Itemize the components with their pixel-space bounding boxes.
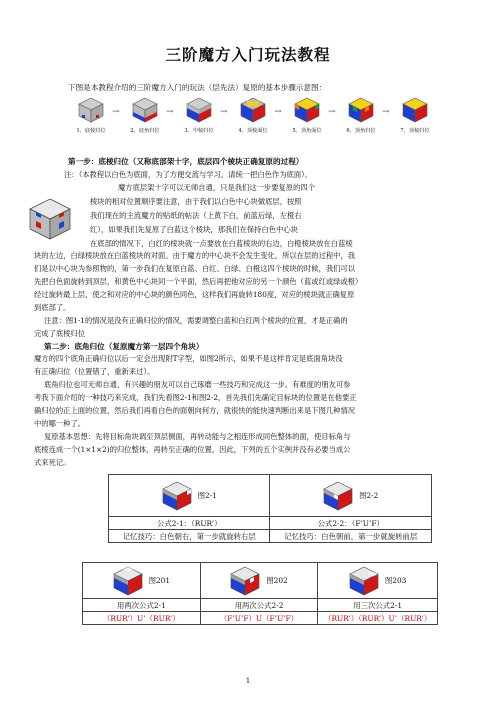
usage-cell: 用三次公式2-1 <box>318 599 438 612</box>
step-label: 5、顶角面位 <box>292 128 322 134</box>
section1-line: 红），如果我们先复原了白蓝这个棱块，那我们在保持白色中心块 <box>90 225 298 234</box>
step-4 <box>230 96 276 134</box>
step-label: 1、底棱归位 <box>76 128 106 134</box>
step-label: 4、顶棱面位 <box>238 128 268 134</box>
step-7 <box>392 96 438 134</box>
cube-step-3-icon <box>185 96 213 124</box>
step-3 <box>176 96 222 134</box>
section1-note2: 注意：图1-1的情况是没有正确归位的情况，需要调整白蓝和白红两个棱块的位置，才是正确的 <box>44 316 348 325</box>
step-label: 6、顶角归位 <box>346 128 376 134</box>
section2-text: 考我下面介绍的一种技巧来完成，我们先看图2-1和图2-2，首先我们先确定目标块的位置是在他要正 <box>34 393 357 402</box>
arrow-icon: → <box>166 107 174 117</box>
formula-cell: 公式2-1：（RUR’） <box>109 517 270 530</box>
section2-text: 中的哪一种了。 <box>34 419 86 428</box>
section1-line: 魔方底层架十字可以无师自通，只是我们这一步要复原的四个 <box>118 183 316 192</box>
section2-text: 复原基本思想：先将目标角块调至顶层侧面，再转动能与之相连形成同色整体的面，使目标角与 <box>44 432 351 441</box>
section1-note: 注：（本教程以白色为底面，为了方便交流与学习，请统一把白色作为底面）。 <box>64 170 313 179</box>
usage-cell: 用两次公式2-1 <box>83 599 201 612</box>
cube-figure-1-1-icon <box>28 197 72 241</box>
cube-step-1-icon <box>77 96 105 124</box>
section1-line: 经过旋转最上层，使之和对应的中心块的颜色同色，这样我们再旋转180度，对应的棱块就正确复原 <box>34 290 355 299</box>
figure-caption: 图203 <box>384 576 407 585</box>
figure-cell <box>270 475 432 517</box>
figure-cell <box>200 563 318 599</box>
tip-cell: 记忆技巧：白色朝右，第一步就旋转右层 <box>109 530 270 543</box>
cube-step-4-icon <box>239 96 267 124</box>
steps-diagram <box>68 96 438 142</box>
cube-step-5-icon <box>293 96 321 124</box>
tip-cell: 记忆技巧：白色朝前，第一步就旋转前层 <box>270 530 432 543</box>
step-6 <box>338 96 384 134</box>
section1-line: 们是以中心块为参照物的，第一步我们在复原白蓝、白红、白绿、白橙这四个棱块的时候，我们可以 <box>34 264 356 273</box>
arrow-icon: → <box>274 107 282 117</box>
figure-caption: 图2-1 <box>197 491 217 500</box>
sequence-cell: （RUR’）U’（RUR’） <box>83 612 201 625</box>
section1-line: 到底部了。 <box>34 303 71 312</box>
section1-line: 先把白色面旋转到顶层，和黄色中心块同一个平面，然后再把他对应的另一个颜色（蓝或红或绿或橙） <box>34 277 363 286</box>
figure-caption: 图2-2 <box>359 491 379 500</box>
arrow-icon: → <box>112 107 120 117</box>
figure-cell <box>318 563 438 599</box>
step-5 <box>284 96 330 134</box>
cube-step-2-icon <box>131 96 159 124</box>
cube-figure-2-1-icon <box>162 481 192 511</box>
section1-heading: 第一步：底棱归位（又称底部架十字，底层四个棱块正确复原的过程） <box>68 157 304 166</box>
section2-text: 底棱连成一个(1×1×2)的归位整体，再转至正确的位置。因此，下列的五个实例并没有必要当成公 <box>34 445 351 454</box>
cube-figure-2-2-icon <box>323 481 353 511</box>
cube-step-7-icon <box>401 96 429 124</box>
section1-line: 棱块的相对位置顺序要注意，由于我们以白色中心块做底层，按照 <box>90 197 302 206</box>
step-label: 7、顶棱归位 <box>400 128 430 134</box>
figure-cell <box>83 563 201 599</box>
page-title: 三阶魔方入门玩法教程 <box>165 45 331 64</box>
section2-text: 确归位的正上面的位置，然后我们再看白色的面朝向何方，就很快的能快速判断出来是下图几种情况 <box>34 406 356 415</box>
section1-line: 我们现在的主流魔方的贴纸的帖法（上黄下白，前蓝后绿，左橙右 <box>90 211 302 220</box>
arrow-icon: → <box>328 107 336 117</box>
step-2 <box>122 96 168 134</box>
arrow-icon: → <box>220 107 228 117</box>
section2-text: 底角归位也可无师自通，有兴趣的朋友可以自己琢磨一些技巧和完成这一步。有难度的朋友可参 <box>44 380 351 389</box>
arrow-icon: → <box>382 107 390 117</box>
step-label: 2、底角归位 <box>130 128 160 134</box>
usage-cell: 用两次公式2-2 <box>200 599 318 612</box>
sequence-cell: （RUR’）（RUR’）U’（RUR’） <box>318 612 438 625</box>
figure-caption: 图202 <box>266 576 288 585</box>
cube-figure-203-icon <box>349 566 379 596</box>
section1-note2: 完成了底棱归位 <box>34 329 86 338</box>
step-1 <box>68 96 114 134</box>
formula-table-2 <box>82 562 438 625</box>
section2-text: 有正确归位（位置错了，重新来过）。 <box>34 367 155 376</box>
cube-step-6-icon <box>347 96 375 124</box>
intro-text: 下图是本教程介绍的三阶魔方入门的玩法（层先法）复原的基本步骤示意图： <box>68 83 327 92</box>
figure-caption: 图201 <box>148 576 171 585</box>
cube-figure-202-icon <box>230 566 260 596</box>
section2-text: 魔方的四个底角正确归位以后一定会出现附T字型，如图2所示，如果不是这样肯定是底面角块没 <box>34 354 343 363</box>
step-label: 3、中棱归位 <box>184 128 214 134</box>
formula-cell: 公式2-2：（F’U’F） <box>270 517 432 530</box>
section2-text: 式来死记。 <box>34 458 71 467</box>
formula-table-1 <box>108 474 432 543</box>
figure-cell <box>109 475 270 517</box>
page-number: 1 <box>245 676 251 685</box>
cube-figure-201-icon <box>113 566 143 596</box>
section2-heading: 第二步：底角归位（复原魔方第一层四个角块） <box>44 342 204 351</box>
section1-line: 块的左边，白绿棱块放在白蓝棱块的对面。由于魔方的中心块不会发生变化，所以在层的过程中，我 <box>34 251 356 260</box>
sequence-cell: （F’U’F）U（F’U’F） <box>200 612 318 625</box>
section1-line: 在底部的情况下，白红的棱块就一点要放在白蓝棱块的右边，白橙棱块放在白蓝棱 <box>90 239 353 248</box>
